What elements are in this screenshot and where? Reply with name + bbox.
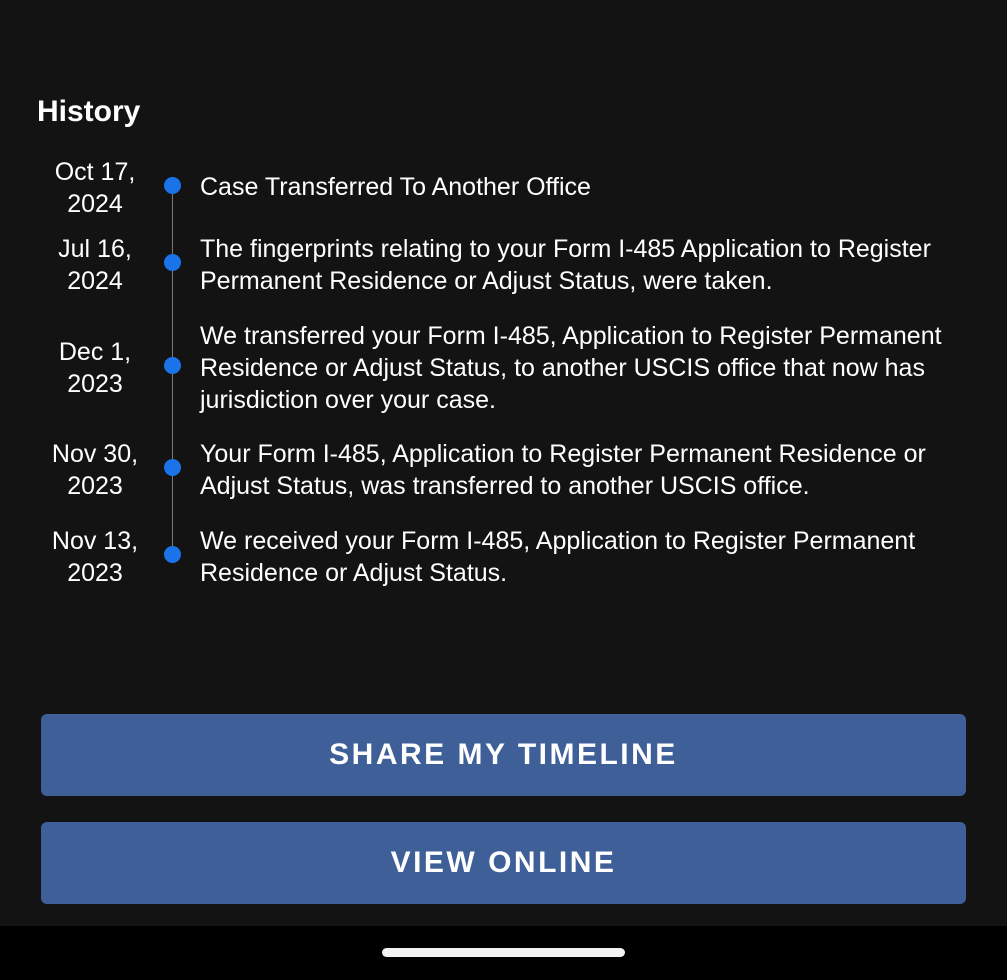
event-description: Your Form I-485, Application to Register Permanent Residence or Adjust Status, was transferred to another USCIS office. [200, 440, 926, 500]
event-date [40, 336, 150, 400]
event-date-line2: 2023 [67, 370, 123, 398]
timeline-dot-icon [164, 177, 181, 194]
event-date-line1: Nov 13, [51, 527, 139, 555]
home-indicator-handle[interactable] [382, 948, 625, 957]
event-description: Case Transferred To Another Office [200, 173, 591, 201]
event-date-line1: Oct 17, [54, 158, 136, 186]
view-online-button[interactable]: VIEW ONLINE [41, 822, 966, 904]
timeline-dot-icon [164, 459, 181, 476]
timeline-dot-icon [164, 546, 181, 563]
event-description: We transferred your Form I-485, Application to Register Permanent Residence or Adjust Status, to another USCIS office that now has jurisdiction over your case. [200, 322, 942, 414]
event-date-line2: 2024 [67, 190, 123, 218]
event-date [40, 156, 150, 220]
timeline-dot-icon [164, 357, 181, 374]
event-date-line2: 2024 [67, 267, 123, 295]
history-heading: History [37, 95, 141, 128]
share-timeline-button[interactable]: SHARE MY TIMELINE [41, 714, 966, 796]
event-date [40, 525, 150, 589]
event-description: We received your Form I-485, Application to Register Permanent Residence or Adjust Status. [200, 527, 916, 587]
event-date-line2: 2023 [67, 559, 123, 587]
event-date-line1: Jul 16, [58, 235, 132, 263]
system-navigation-bar [0, 926, 1007, 980]
event-date-line1: Dec 1, [58, 338, 132, 366]
timeline-dot-icon [164, 254, 181, 271]
event-date [40, 438, 150, 502]
event-date-line1: Nov 30, [51, 440, 139, 468]
event-description: The fingerprints relating to your Form I-485 Application to Register Permanent Residence or Adjust Status, were taken. [200, 235, 931, 295]
event-date-line2: 2023 [67, 472, 123, 500]
event-date [40, 233, 150, 297]
